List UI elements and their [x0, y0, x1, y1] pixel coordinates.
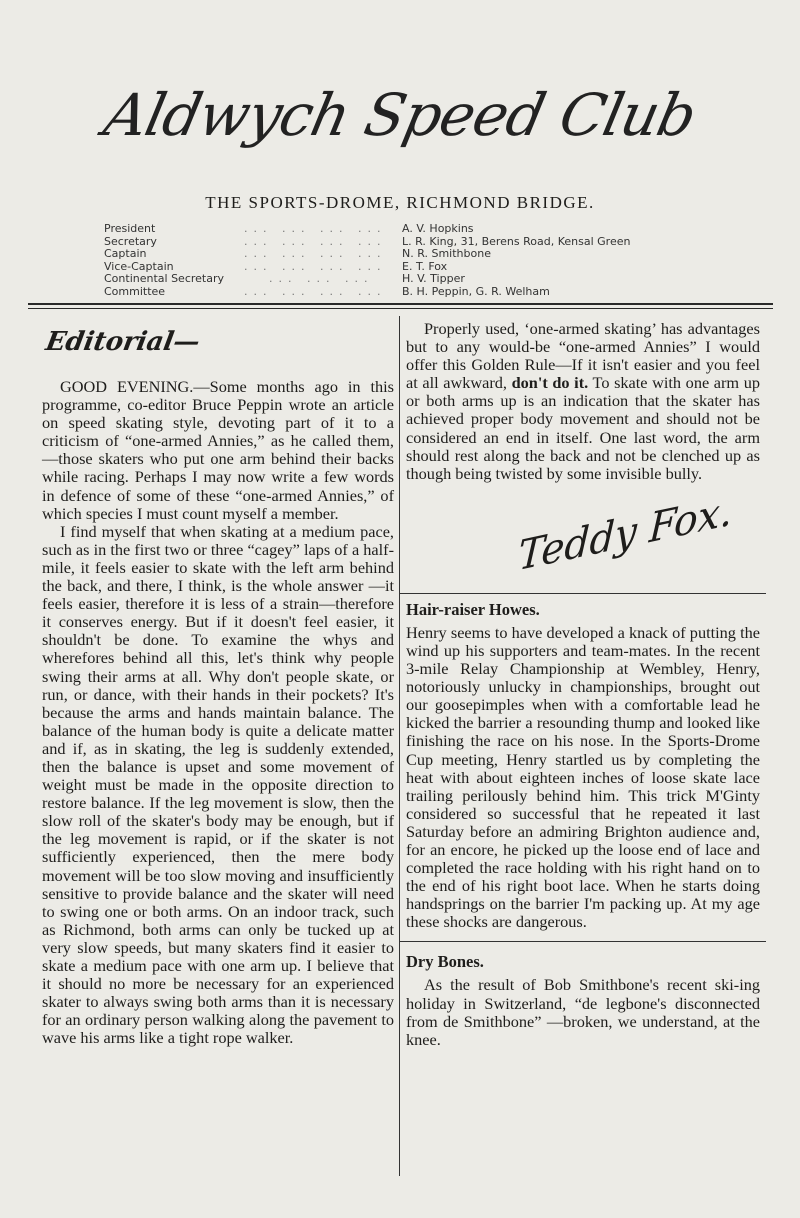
editorial-paragraph — [406, 320, 760, 483]
dry-bones-section — [406, 952, 760, 1048]
editorial-paragraph: GOOD EVENING.—Some months ago in this programme, co-editor Bruce Peppin wrote an article on speed skating style, devoting part of it to a criticism of “one-armed Annies,” as he called them,—those skaters who put one arm behind their backs while racing. Perhaps I may now write a few words in defence of some of these “one-armed Annies,” of which species I must count myself a member. — [42, 377, 394, 523]
header-rule-thin — [28, 308, 773, 309]
officer-name: L. R. King, 31, Berens Road, Kensal Green — [402, 234, 631, 248]
officer-role: Committee — [104, 284, 166, 298]
officer-name: A. V. Hopkins — [402, 222, 474, 235]
officer-name: H. V. Tipper — [402, 272, 465, 286]
leader-dots: ... ... ... — [269, 273, 374, 286]
leader-dots: ... ... ... ... — [244, 248, 387, 261]
section-body: Henry seems to have developed a knack of putting the wind up his supporters and team-mates. In the recent 3-mile Relay Championship at Wembley, Henry, notoriously unlucky in championships, brought out our goosepimples when with a comfortable lead he kicked the barrier a resounding thump and looked like finishing the race on his nose. In the Sports-Drome Cup meeting, Henry startled us by completing the heat with about eighteen inches of loose skate lace trailing perilously behind him. This trick M'Ginty considered so successful that he repeated it last Saturday before an admiring Brighton audience and, for an encore, he picked up the loose end of lace and completed the race holding with his right hand on to the end of his right boot lace. When he starts doing handsprings on the barrier I'm packing up. At my age these shocks are dangerous. — [406, 622, 760, 932]
right-column — [406, 320, 760, 1049]
officer-name: E. T. Fox — [402, 259, 448, 273]
editorial-continuation — [406, 320, 760, 593]
golden-rule-emphasis: don't do it. — [511, 373, 589, 393]
venue-line: THE SPORTS-DROME, RICHMOND BRIDGE. — [205, 193, 595, 212]
section-body: As the result of Bob Smithbone's recent ski-ing holiday in Switzerland, “de legbone's disconnected from de Smithbone” —broken, we understand, at the knee. — [406, 975, 760, 1049]
header-rule — [28, 303, 773, 305]
officer-role: Vice-Captain — [104, 259, 174, 273]
officer-row — [104, 248, 744, 261]
officer-name: N. R. Smithbone — [402, 247, 491, 261]
officer-role: Secretary — [104, 234, 157, 248]
section-heading: Hair-raiser Howes. — [406, 599, 540, 619]
leader-dots: ... ... ... ... — [244, 260, 387, 273]
section-divider — [400, 941, 766, 942]
officers-list — [104, 223, 744, 299]
officer-role: Captain — [104, 247, 147, 261]
leader-dots: ... ... ... ... — [244, 223, 387, 235]
officer-row — [104, 286, 744, 299]
editorial-heading: Editorial— — [43, 327, 203, 357]
officer-name: B. H. Peppin, G. R. Welham — [402, 284, 550, 298]
text-run: To skate with one arm up or both arms up is an indication that the skater has achieved proper body movement and should not be considered an end in itself. One last word, the arm should rest along the back and not be clenched up as though being twisted by some invisible bully. — [406, 373, 760, 483]
signature-teddy-fox: Teddy Fox. — [517, 487, 734, 581]
leader-dots: ... ... ... ... — [244, 235, 387, 248]
signature-area — [406, 483, 760, 593]
section-divider — [400, 593, 766, 594]
officer-row — [104, 223, 744, 236]
howes-section — [406, 600, 760, 932]
officer-role: President — [104, 222, 156, 235]
text-run: Properly used, ‘one-armed skating’ has advantages but to any would-be “one-armed Annies” I would offer this Golden Rule—If it isn't easier and you feel at all awkward, — [406, 319, 760, 393]
editorial-left-column — [42, 322, 394, 1047]
club-masthead: Aldwych Speed Club — [98, 81, 702, 149]
section-heading: Dry Bones. — [406, 952, 484, 972]
leader-dots: ... ... ... ... — [244, 285, 387, 298]
column-divider — [399, 316, 400, 1176]
officer-role: Continental Secretary — [104, 272, 225, 286]
editorial-paragraph: I find myself that when skating at a medium pace, such as in the first two or three “cagey” laps of a half-mile, it feels easier to skate with the left arm behind the back, and there, I think, is the whole answer —it feels easier, therefore it is less of a strain—therefore it conserves energy. But if it doesn't feel easier, it shouldn't be done. To examine the whys and wherefores behind all this, let's think why people swing their arms at all. Why don't people skate, or run, or dance, with their hands in their pockets? It's because the arms and hands maintain balance. The balance of the human body is quite a delicate matter and if, as in skating, the leg is suddenly extended, then the balance is upset and some movement of weight must be made in the opposite direction to restore balance. If the leg movement is slow, then the slow roll of the skater's body may be enough, but if the leg movement is rapid, or if the skater is not sufficiently experienced, then the mere body movement will be too slow moving and insufficiently sensitive to provide balance and the skater will need to swing one or both arms. On an indoor track, such as Richmond, both arms can only be tucked up at very slow speeds, but many skaters find it easier to skate a medium pace with one arm up. I believe that it should no more be necessary for an experienced skater to always swing both arms than it is necessary for an ordinary person walking along the pavement to wave his arms like a tight rope walker. — [42, 521, 394, 1048]
